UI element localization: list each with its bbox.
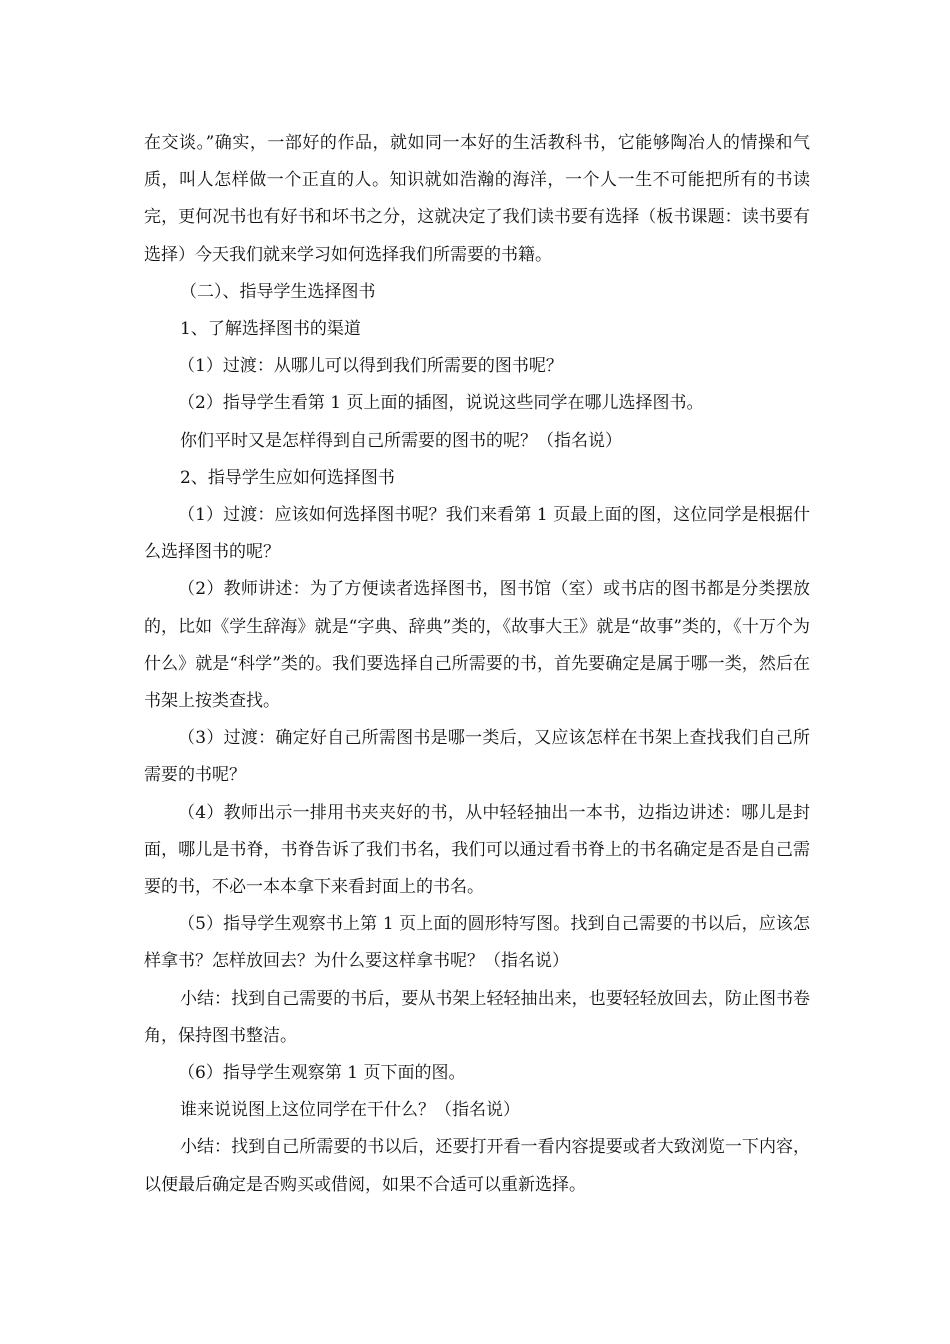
paragraph-summary-2: 小结：找到自己所需要的书以后，还要打开看一看内容提要或者大致浏览一下内容，以便最后确定是否购买或借阅，如果不合适可以重新选择。 — [144, 1137, 810, 1195]
subheading-how-to-select: 2、指导学生应如何选择图书 — [180, 467, 395, 488]
paragraph-select-step-2: （2）教师讲述：为了方便读者选择图书，图书馆（室）或书店的图书都是分类摆放的，比如《学生辞海》就是“字典、辞典”类的，《故事大王》就是“故事”类的，《十万个为什么》就是“科学”类的。我们要选择自己所需要的书，首先要确定是属于哪一类，然后在书架上按类查找。 — [144, 579, 810, 712]
section-heading-guide-selection: （二）、指导学生选择图书 — [180, 281, 376, 302]
subheading-channels: 1、了解选择图书的渠道 — [180, 319, 361, 340]
document-body — [144, 125, 810, 1204]
paragraph-intro: 在交谈。”确实，一部好的作品，就如同一本好的生活教科书，它能够陶冶人的情操和气质，叫人怎样做一个正直的人。知识就如浩瀚的海洋，一个人一生不可能把所有的书读完，更何况书也有好书和坏书之分，这就决定了我们读书要有选择（板书课题：读书要有选择）今天我们就来学习如何选择我们所需要的书籍。 — [144, 133, 810, 265]
paragraph-question-1: 你们平时又是怎样得到自己所需要的图书的呢？（指名说） — [180, 430, 622, 451]
paragraph-select-step-5: （5）指导学生观察书上第 1 页上面的圆形特写图。找到自己需要的书以后，应该怎样拿书？怎样放回去？为什么要这样拿书呢？（指名说） — [144, 914, 810, 972]
paragraph-select-step-1: （1）过渡：应该如何选择图书呢？我们来看第 1 页最上面的图，这位同学是根据什么选择图书的呢？ — [144, 505, 810, 563]
paragraph-summary-1: 小结：找到自己需要的书后，要从书架上轻轻抽出来，也要轻轻放回去，防止图书卷角，保持图书整洁。 — [144, 988, 810, 1046]
paragraph-select-step-6: （6）指导学生观察第 1 页下面的图。 — [178, 1063, 466, 1084]
paragraph-question-2: 谁来说说图上这位同学在干什么？（指名说） — [180, 1100, 520, 1121]
paragraph-step-1: （1）过渡：从哪儿可以得到我们所需要的图书呢？ — [178, 356, 563, 377]
paragraph-step-2: （2）指导学生看第 1 页上面的插图，说说这些同学在哪儿选择图书。 — [178, 393, 704, 414]
paragraph-select-step-3: （3）过渡：确定好自己所需图书是哪一类后，又应该怎样在书架上查找我们自己所需要的书呢？ — [144, 728, 810, 786]
paragraph-select-step-4: （4）教师出示一排用书夹夹好的书，从中轻轻抽出一本书，边指边讲述：哪儿是封面，哪儿是书脊，书脊告诉了我们书名，我们可以通过看书脊上的书名确定是否是自己需要的书，不必一本本拿下来看封面上的书名。 — [144, 802, 810, 898]
